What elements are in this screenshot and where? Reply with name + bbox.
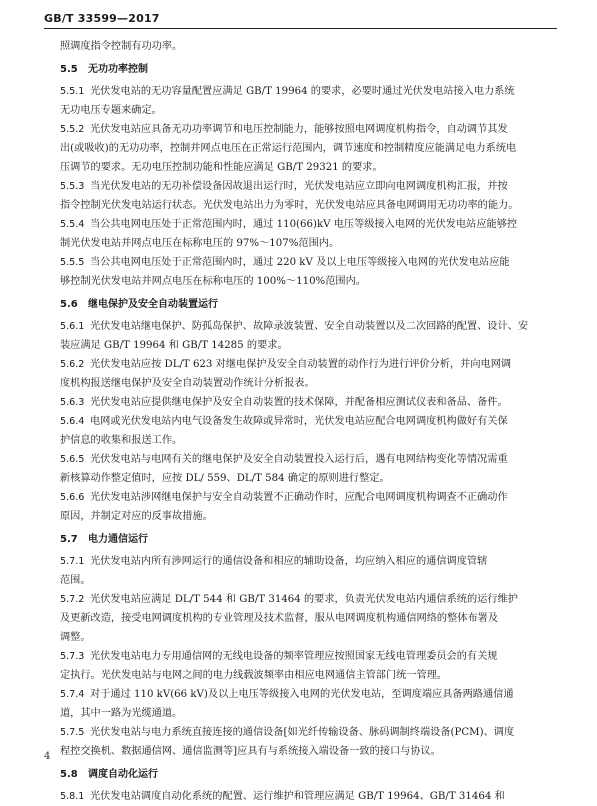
section-title: 无功功率控制 [88, 63, 148, 75]
document-body [60, 37, 557, 806]
clause-line [60, 158, 557, 177]
section-heading [60, 761, 557, 787]
clause-text: 指令控制光伏发电站运行状态。光伏发电站出力为零时，光伏发电站应具备电网调用无功功率的能力。 [60, 200, 519, 211]
clause-number: 5.5.5 [60, 257, 85, 268]
clause-line [60, 412, 557, 431]
clause-text: 光伏发电站与电网有关的继电保护及安全自动装置投入运行后，遇有电网结构变化等情况需重 [90, 454, 508, 465]
clause-line [60, 723, 557, 742]
clause-text: 程控交换机、数据通信网、通信监测等]应具有与系统接入端设备一致的接口与协议。 [60, 746, 441, 757]
clause-text: 光伏发电站调度自动化系统的配置、运行维护和管理应满足 GB/T 19964、GB/T 31464 和 [90, 791, 505, 802]
clause-text: 光伏发电站与电力系统直接连接的通信设备[如光纤传输设备、脉码调制终端设备(PCM)、调度 [90, 727, 515, 738]
clause-text: 定执行。光伏发电站与电网之间的电力线载波频率由相应电网通信主管部门统一管理。 [60, 670, 448, 681]
clause-line [60, 374, 557, 393]
clause-line [60, 628, 557, 647]
section-5-6 [60, 291, 557, 526]
clause-text: 光伏发电站继电保护、防孤岛保护、故障录波装置、安全自动装置以及二次回路的配置、设计、安 [90, 321, 529, 332]
clause-line [60, 196, 557, 215]
clause-line [60, 507, 557, 526]
clause-line [60, 234, 557, 253]
clause-line [60, 393, 557, 412]
clause-number: 5.6.1 [60, 321, 85, 332]
clause-text: 范围。 [60, 575, 91, 586]
clause-line [60, 101, 557, 120]
clause-line [60, 666, 557, 685]
clause-text: 调整。 [60, 632, 91, 643]
clause-line [60, 685, 557, 704]
clause-5-6-6 [60, 488, 557, 526]
clause-line [60, 336, 557, 355]
clause-text: 护信息的收集和报送工作。 [60, 435, 183, 446]
clause-line [60, 139, 557, 158]
clause-5-6-4 [60, 412, 557, 450]
clause-5-7-1 [60, 552, 557, 590]
clause-5-6-3 [60, 393, 557, 412]
clause-text: 光伏发电站应按 DL/T 623 对继电保护及安全自动装置的动作行为进行评价分析，并向电网调 [90, 359, 512, 370]
section-5-5 [60, 56, 557, 291]
clause-text: 光伏发电站内所有涉网运行的通信设备和相应的辅助设备，均应纳入相应的通信调度管辖 [90, 556, 488, 567]
clause-number: 5.5.2 [60, 124, 85, 135]
clause-number: 5.7.4 [60, 689, 85, 700]
clause-5-5-1 [60, 82, 557, 120]
standard-code: GB/T 33599—2017 [44, 12, 160, 25]
section-number: 5.7 [60, 533, 78, 545]
page-number: 4 [44, 751, 51, 762]
clause-line [60, 742, 557, 761]
section-number: 5.8 [60, 768, 78, 780]
clause-text: 光伏发电站的无功容量配置应满足 GB/T 19964 的要求，必要时通过光伏发电站接入电力系统 [90, 86, 515, 97]
clause-line [60, 253, 557, 272]
clause-text: 光伏发电站应满足 DL/T 544 和 GB/T 31464 的要求，负责光伏发电站内通信系统的运行维护 [90, 594, 518, 605]
clause-5-7-4 [60, 685, 557, 723]
clause-number: 5.6.2 [60, 359, 85, 370]
clause-5-5-5 [60, 253, 557, 291]
section-number: 5.5 [60, 63, 78, 75]
clause-text: 当光伏发电站的无功补偿设备因故退出运行时，光伏发电站应立即向电网调度机构汇报，并按 [90, 181, 508, 192]
clause-text: 光伏发电站应具备无功功率调节和电压控制能力，能够按照电网调度机构指令，自动调节其发 [90, 124, 508, 135]
clause-5-6-1 [60, 317, 557, 355]
clause-line [60, 571, 557, 590]
clause-line [60, 704, 557, 723]
clause-text: 装应满足 GB/T 19964 和 GB/T 14285 的要求。 [60, 340, 288, 351]
clause-text: 光伏发电站涉网继电保护与安全自动装置不正确动作时，应配合电网调度机构调查不正确动作 [90, 492, 508, 503]
section-heading [60, 291, 557, 317]
clause-text: 及更新改造，接受电网调度机构的专业管理及技术监督，服从电网调度机构通信网络的整体布署及 [60, 613, 499, 624]
clause-number: 5.7.5 [60, 727, 85, 738]
clause-5-5-4 [60, 215, 557, 253]
clause-line [60, 215, 557, 234]
clause-number: 5.6.4 [60, 416, 85, 427]
clause-number: 5.7.2 [60, 594, 85, 605]
clause-number: 5.5.4 [60, 219, 85, 230]
clause-text: 出(或吸收)的无功功率，控制并网点电压在正常运行范围内，调节速度和控制精度应能满足电力系统电 [60, 143, 517, 154]
clause-5-5-3 [60, 177, 557, 215]
clause-line [60, 431, 557, 450]
clause-line [60, 177, 557, 196]
section-title: 电力通信运行 [88, 533, 148, 545]
clause-number: 5.8.1 [60, 791, 85, 802]
clause-text: 原因，并制定对应的反事故措施。 [60, 511, 213, 522]
section-title: 继电保护及安全自动装置运行 [88, 298, 218, 310]
clause-number: 5.5.3 [60, 181, 85, 192]
clause-text: 无功电压专题来确定。 [60, 105, 162, 116]
clause-line [60, 552, 557, 571]
clause-line [60, 787, 557, 806]
clause-text: 够控制光伏发电站并网点电压在标称电压的 100%～110%范围内。 [60, 276, 366, 287]
clause-5-5-2 [60, 120, 557, 177]
clause-5-8-1 [60, 787, 557, 806]
clause-line [60, 120, 557, 139]
clause-text: 新核算动作整定值时，应按 DL/ 559、DL/T 584 确定的原则进行整定。 [60, 473, 390, 484]
section-number: 5.6 [60, 298, 78, 310]
clause-text: 光伏发电站应提供继电保护及安全自动装置的技术保障，并配备相应测试仪表和备品、备件。 [90, 397, 508, 408]
clause-line [60, 317, 557, 336]
clause-5-7-5 [60, 723, 557, 761]
clause-text: 度机构报送继电保护及安全自动装置动作统计分析报表。 [60, 378, 315, 389]
clause-number: 5.7.3 [60, 651, 85, 662]
clause-line [60, 82, 557, 101]
header-rule [44, 28, 557, 29]
clause-line [60, 450, 557, 469]
intro-line: 照调度指令控制有功功率。 [60, 41, 183, 52]
clause-line [60, 272, 557, 291]
clause-number: 5.6.5 [60, 454, 85, 465]
clause-5-7-3 [60, 647, 557, 685]
clause-line [60, 647, 557, 666]
clause-5-7-2 [60, 590, 557, 647]
clause-text: 道，其中一路为光缆通道。 [60, 708, 183, 719]
clause-number: 5.6.6 [60, 492, 85, 503]
clause-text: 当公共电网电压处于正常范围内时，通过 110(66)kV 电压等级接入电网的光伏发电站应能够控 [90, 219, 518, 230]
section-heading [60, 56, 557, 82]
clause-5-6-2 [60, 355, 557, 393]
clause-text: 当公共电网电压处于正常范围内时，通过 220 kV 及以上电压等级接入电网的光伏发电站应能 [90, 257, 510, 268]
clause-text: 电网或光伏发电站内电气设备发生故障或异常时，光伏发电站应配合电网调度机构做好有关保 [90, 416, 508, 427]
section-heading [60, 526, 557, 552]
clause-line [60, 355, 557, 374]
clause-number: 5.5.1 [60, 86, 85, 97]
clause-text: 光伏发电站电力专用通信网的无线电设备的频率管理应按照国家无线电管理委员会的有关规 [90, 651, 498, 662]
clause-line [60, 590, 557, 609]
clause-text: 制光伏发电站并网点电压在标称电压的 97%～107%范围内。 [60, 238, 340, 249]
clause-line [60, 609, 557, 628]
clause-text: 压调节的要求。无功电压控制功能和性能应满足 GB/T 29321 的要求。 [60, 162, 383, 173]
clause-line [60, 488, 557, 507]
clause-line [60, 469, 557, 488]
section-title: 调度自动化运行 [88, 768, 158, 780]
clause-5-6-5 [60, 450, 557, 488]
clause-number: 5.6.3 [60, 397, 85, 408]
clause-number: 5.7.1 [60, 556, 85, 567]
section-5-7 [60, 526, 557, 761]
clause-text: 对于通过 110 kV(66 kV)及以上电压等级接入电网的光伏发电站，至调度端应具备两路通信通 [90, 689, 514, 700]
